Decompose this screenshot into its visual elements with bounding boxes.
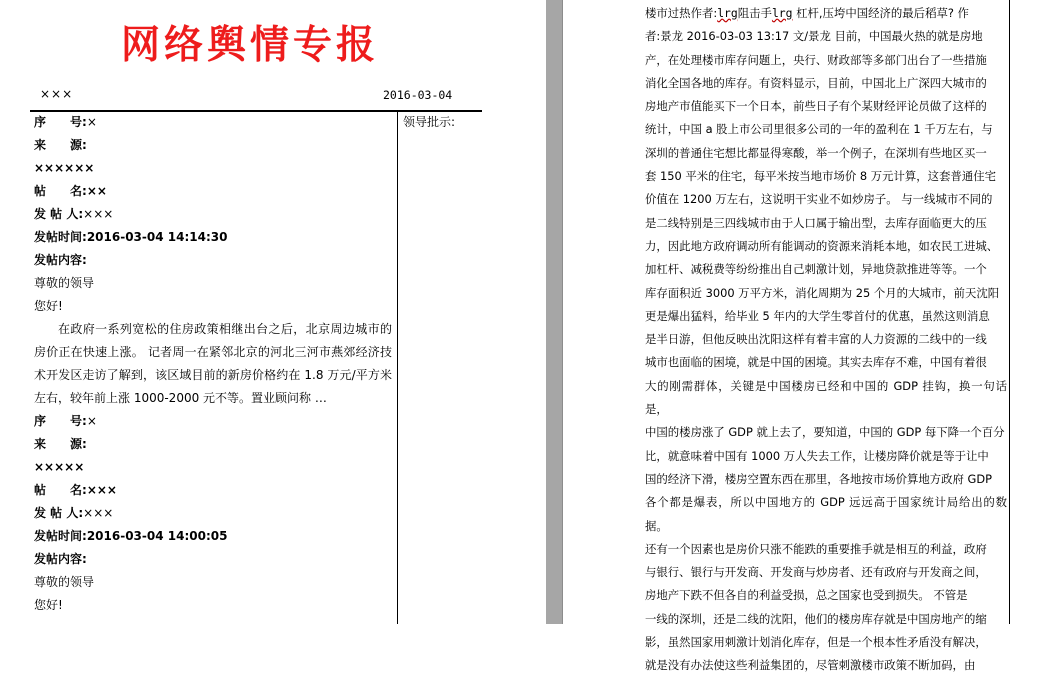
post-record (34, 111, 392, 410)
leader-instruction-label: 领导批示: (403, 115, 456, 129)
hello: 您好! (34, 299, 63, 313)
article-line: 是二线特别是三四线城市由于人口属于输出型，去库存面临更大的压 (645, 215, 987, 230)
article-line: 是半日游，但他反映出沈阳这样有着丰富的人力资源的二线中的一线 (645, 332, 987, 347)
article-line: 消化全国各地的库存。有资料显示，目前，中国北上广深四大城市的 (645, 75, 987, 90)
article-line: 国的经济下滑，楼房空置东西在那里，各地按市场价算地方政府 GDP (645, 471, 993, 486)
article-line: 套 150 平米的住宅，每平米按当地市场价 8 万元计算，这套普通住宅 (645, 169, 997, 184)
article-line: 一线的深圳，还是二线的沈阳，他们的楼房库存就是中国房地产的缩 (645, 611, 987, 626)
article-line: 房地产市值能买下一个日本，前些日子有个某财经评论员做了这样的 (645, 99, 987, 114)
post-records (34, 111, 392, 617)
spellcheck-word: lrg (717, 6, 738, 20)
article-line: 深圳的普通住宅想比都显得寒酸，举一个例子，在深圳有些地区买一 (645, 145, 987, 160)
article-line: 产，在处理楼市库存问题上，央行、财政部等多部门出台了一些措施 (645, 52, 987, 67)
right-column-border (1009, 0, 1010, 624)
article-line: 大的刚需群体，关键是中国楼房已经和中国的 GDP 挂钩，换一句话是， (645, 378, 1007, 417)
article-line: 者:景龙 2016-03-03 13:17 文/景龙 目前，中国最火热的就是房地 (645, 29, 983, 44)
greeting: 尊敬的领导 (34, 276, 95, 290)
post-name-row: 帖 名:××× (34, 483, 117, 497)
org-name: ××× (40, 87, 74, 101)
article-text (645, 2, 1007, 678)
report-title: 网络舆情专报 (121, 22, 380, 68)
post-time-row: 发帖时间:2016-03-04 14:14:30 (34, 230, 228, 244)
article-line: 还有一个因素也是房价只涨不能跌的重要推手就是相互的利益，政府 (645, 541, 987, 556)
post-name-row: 帖 名:×× (34, 184, 107, 198)
content-label: 发帖内容: (34, 253, 87, 267)
article-line: 中国的楼房涨了 GDP 就上去了，要知道，中国的 GDP 每下降一个百分 (645, 425, 1005, 440)
content-label: 发帖内容: (34, 552, 87, 566)
article-line: 房地产下跌不但各自的利益受损，总之国家也受到损失。 不管是 (645, 588, 968, 603)
source-row: 来 源: (34, 437, 87, 451)
article-line: 各个都是爆表，所以中国地方的 GDP 远远高于国家统计局给出的数据。 (645, 495, 1007, 533)
spellcheck-word: lrg (771, 6, 793, 20)
author-row: 发 帖 人:××× (34, 207, 114, 221)
seq-row: 序 号:× (34, 115, 97, 129)
article-line: 统计，中国 a 股上市公司里很多公司的一年的盈利在 1 千万左右，与 (645, 122, 993, 137)
article-line: 更是爆出猛料，给毕业 5 年内的大学生零首付的优惠，虽然这则消息 (645, 308, 990, 323)
post-time-row: 发帖时间:2016-03-04 14:00:05 (34, 529, 228, 543)
article-line: 与银行、银行与开发商、开发商与炒房者、还有政府与开发商之间， (645, 565, 987, 580)
article-line: 库存面积近 3000 万平方米，消化周期为 25 个月的大城市，前天沈阳 (645, 285, 1000, 300)
report-date: 2016-03-04 (383, 88, 453, 102)
greeting: 尊敬的领导 (34, 575, 95, 589)
article-line: 力，因此地方政府调动所有能调动的资源来消耗本地，如农民工进城、 (645, 238, 999, 253)
page-gutter (546, 0, 562, 624)
article-line: 楼市过热作者:lrg阻击手lrg 杠杆,压垮中国经济的最后稻草? 作 (645, 6, 969, 20)
source-value: ××××× (34, 460, 85, 474)
article-line: 就是没有办法使这些利益集团的，尽管刺激楼市政策不断加码，由 (645, 658, 976, 673)
column-divider (397, 111, 398, 624)
source-row: 来 源: (34, 138, 87, 152)
seq-row: 序 号:× (34, 414, 97, 428)
left-page (0, 0, 546, 624)
hello: 您好! (34, 598, 63, 612)
post-body: 在政府一系列宽松的住房政策相继出台之后，北京周边城市的房价正在快速上涨。 记者周一在紧邻北京的河北三河市燕郊经济技术开发区走访了解到，该区域目前的新房价格约在 1.8 万元/平方米左右，较年前上涨 1000-2000 元不等。置业顾问称 … (34, 322, 392, 405)
article-line: 加杠杆、减税费等纷纷推出自己刺激计划，异地贷款推进等等。一个 (645, 262, 987, 277)
article-line: 影，虽然国家用刺激计划消化库存，但是一个根本性矛盾没有解决， (645, 635, 987, 650)
source-value: ×××××× (34, 161, 95, 175)
article-line: 价值在 1200 万左右，这说明干实业不如炒房子。 与一线城市不同的 (645, 192, 993, 207)
article-line: 比，就意味着中国有 1000 万人失去工作，让楼房降价就是等于让中 (645, 448, 989, 463)
article-line: 城市也面临的困境，就是中国的困境。其实去库存不难，中国有着很 (645, 355, 987, 370)
author-row: 发 帖 人:××× (34, 506, 114, 520)
post-record (34, 410, 392, 617)
